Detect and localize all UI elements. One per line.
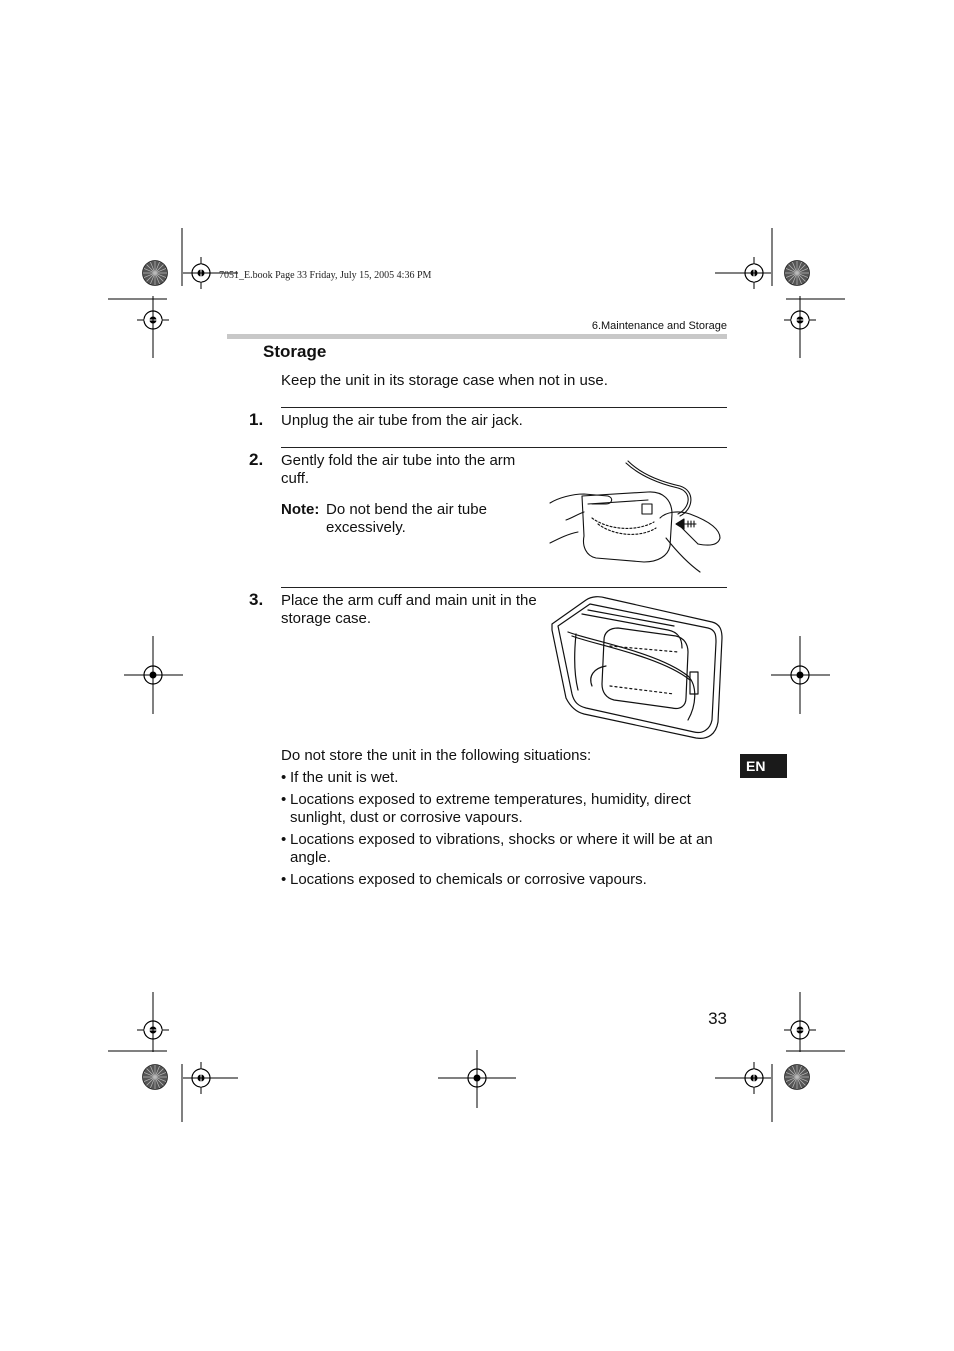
step-number: 3. (249, 590, 264, 609)
page-number: 33 (708, 1009, 727, 1028)
step-text: Place the arm cuff and main unit in the storage case. (281, 592, 537, 627)
starburst-circle-icon (143, 1065, 168, 1090)
starburst-circle-icon (785, 1065, 810, 1090)
print-file-info: 7051_E.book Page 33 Friday, July 15, 2005 4:36 PM (219, 270, 432, 281)
fold-air-tube-illustration (548, 458, 728, 586)
list-item: • If the unit is wet. (281, 769, 726, 787)
section-title: Storage (263, 342, 327, 361)
language-tab: EN (740, 754, 787, 778)
starburst-circle-icon (143, 261, 168, 286)
starburst-circle-icon (785, 261, 810, 286)
step-divider (281, 447, 727, 448)
storage-case-illustration (548, 594, 726, 744)
warnings-list (281, 769, 726, 893)
running-head: 6.Maintenance and Storage (591, 320, 727, 332)
warnings-lead: Do not store the unit in the following situations: (281, 747, 592, 764)
list-item: • Locations exposed to extreme temperatures, humidity, direct sunlight, dust or corrosive vapours. (281, 791, 726, 827)
note-label: Note: (281, 501, 320, 518)
list-item: • Locations exposed to chemicals or corrosive vapours. (281, 871, 726, 889)
step-note-label (281, 501, 319, 519)
step-number: 1. (249, 410, 264, 429)
section-intro: Keep the unit in its storage case when not in use. (281, 372, 608, 389)
step-text: Gently fold the air tube into the arm cuff. (281, 452, 516, 487)
step-note-text: Do not bend the air tube excessively. (326, 501, 487, 536)
step-number: 2. (249, 450, 264, 469)
step-text: Unplug the air tube from the air jack. (281, 412, 523, 429)
step-divider (281, 587, 727, 588)
header-rule (227, 334, 727, 339)
step-divider (281, 407, 727, 408)
list-item: • Locations exposed to vibrations, shocks or where it will be at an angle. (281, 831, 726, 867)
